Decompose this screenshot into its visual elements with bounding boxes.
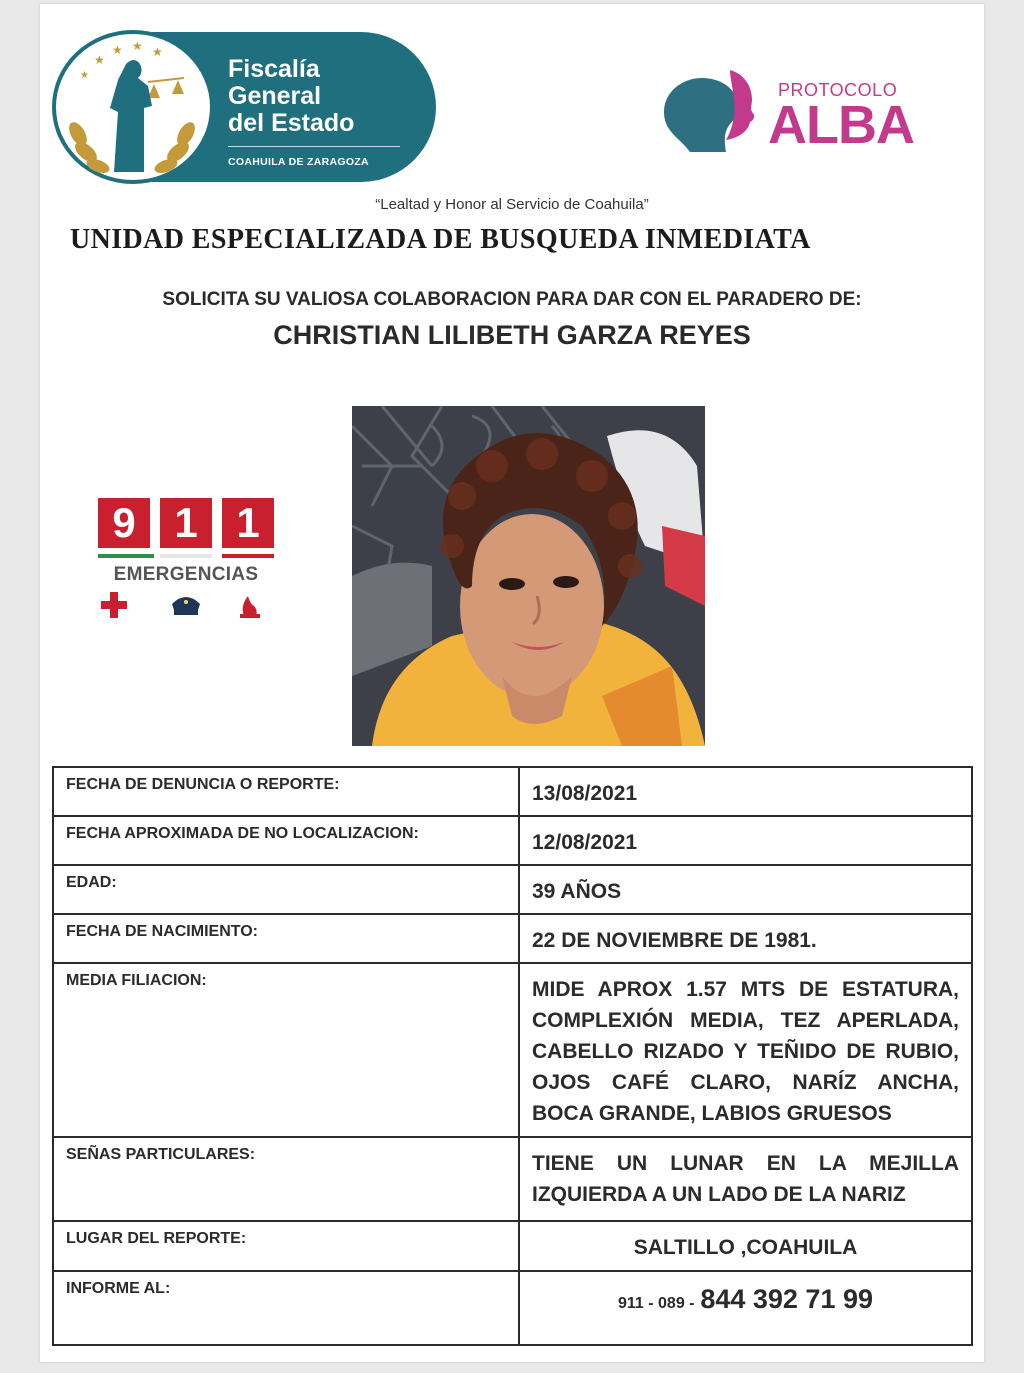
table-row (53, 1221, 972, 1271)
report-place-label: LUGAR DEL REPORTE: (53, 1221, 519, 1271)
fiscalia-state: COAHUILA DE ZARAGOZA (228, 156, 369, 168)
digit-9: 9 (98, 498, 150, 548)
report-date-value: 13/08/2021 (519, 767, 972, 816)
contact-phone: 844 392 71 99 (700, 1284, 873, 1314)
alba-protocolo-text: PROTOCOLO (778, 80, 898, 100)
protocolo-alba-logo (662, 68, 932, 168)
digit-1b: 1 (222, 498, 274, 548)
description-label: MEDIA FILIACION: (53, 963, 519, 1137)
police-cap-icon (172, 597, 200, 615)
svg-text:★: ★ (132, 39, 143, 53)
table-row (53, 1271, 972, 1345)
table-row (53, 963, 972, 1137)
fiscalia-title-line3: del Estado (228, 109, 355, 137)
svg-text:★: ★ (94, 53, 105, 67)
person-name: CHRISTIAN LILIBETH GARZA REYES (273, 320, 751, 350)
fiscalia-logo (52, 26, 432, 188)
alba-word: ALBA (768, 95, 914, 155)
contact-label: INFORME AL: (53, 1271, 519, 1345)
missing-date-label: FECHA APROXIMADA DE NO LOCALIZACION: (53, 816, 519, 865)
distinguishing-marks-value: TIENE UN LUNAR EN LA MEJILLA IZQUIERDA A UN LADO DE LA NARIZ (519, 1137, 972, 1221)
info-table (52, 766, 973, 1346)
distinguishing-marks-label: SEÑAS PARTICULARES: (53, 1137, 519, 1221)
report-date-label: FECHA DE DENUNCIA O REPORTE: (53, 767, 519, 816)
digit-1a: 1 (160, 498, 212, 548)
missing-date-value: 12/08/2021 (519, 816, 972, 865)
fiscalia-title (228, 56, 354, 137)
fiscalia-title-line1: Fiscalía (228, 55, 320, 83)
fiscalia-divider (228, 146, 400, 147)
missing-person-poster (40, 4, 984, 1362)
age-value: 39 AÑOS (519, 865, 972, 914)
svg-text:★: ★ (152, 45, 163, 59)
age-label: EDAD: (53, 865, 519, 914)
description-value: MIDE APROX 1.57 MTS DE ESTATURA, COMPLEXIÓN MEDIA, TEZ APERLADA, CABELLO RIZADO Y TEÑIDO DE RUBIO, OJOS CAFÉ CLARO, NARÍZ ANCHA, BOCA GRANDE, LABIOS GRUESOS (519, 963, 972, 1137)
svg-text:★: ★ (80, 70, 89, 81)
table-row (53, 767, 972, 816)
table-row (53, 1137, 972, 1221)
justice-seal-icon (52, 30, 214, 184)
white-stripe (160, 554, 212, 558)
table-row (53, 914, 972, 963)
alba-silhouette-icon (662, 68, 772, 164)
table-row (53, 816, 972, 865)
svg-text:★: ★ (112, 43, 123, 57)
birth-date-value: 22 DE NOVIEMBRE DE 1981. (519, 914, 972, 963)
report-place-value: SALTILLO ,COAHUILA (519, 1221, 972, 1271)
green-stripe (98, 554, 154, 558)
red-stripe (222, 554, 274, 558)
contact-value (519, 1271, 972, 1345)
emergency-numbers: 911 - 089 - (617, 1295, 695, 1312)
birth-date-label: FECHA DE NACIMIENTO: (53, 914, 519, 963)
table-row (53, 865, 972, 914)
person-photo (352, 406, 705, 746)
fiscalia-title-line2: General (228, 82, 322, 110)
emergencias-911-logo (98, 498, 274, 628)
fire-icon (240, 596, 260, 618)
emergency-icons (98, 590, 274, 624)
motto: “Lealtad y Honor al Servicio de Coahuila” (375, 196, 649, 213)
red-cross-icon (101, 592, 127, 618)
unit-title: UNIDAD ESPECIALIZADA DE BUSQUEDA INMEDIATA (70, 224, 811, 255)
emergencias-label: EMERGENCIAS (113, 564, 259, 585)
request-text: SOLICITA SU VALIOSA COLABORACION PARA DAR CON EL PARADERO DE: (162, 289, 862, 310)
